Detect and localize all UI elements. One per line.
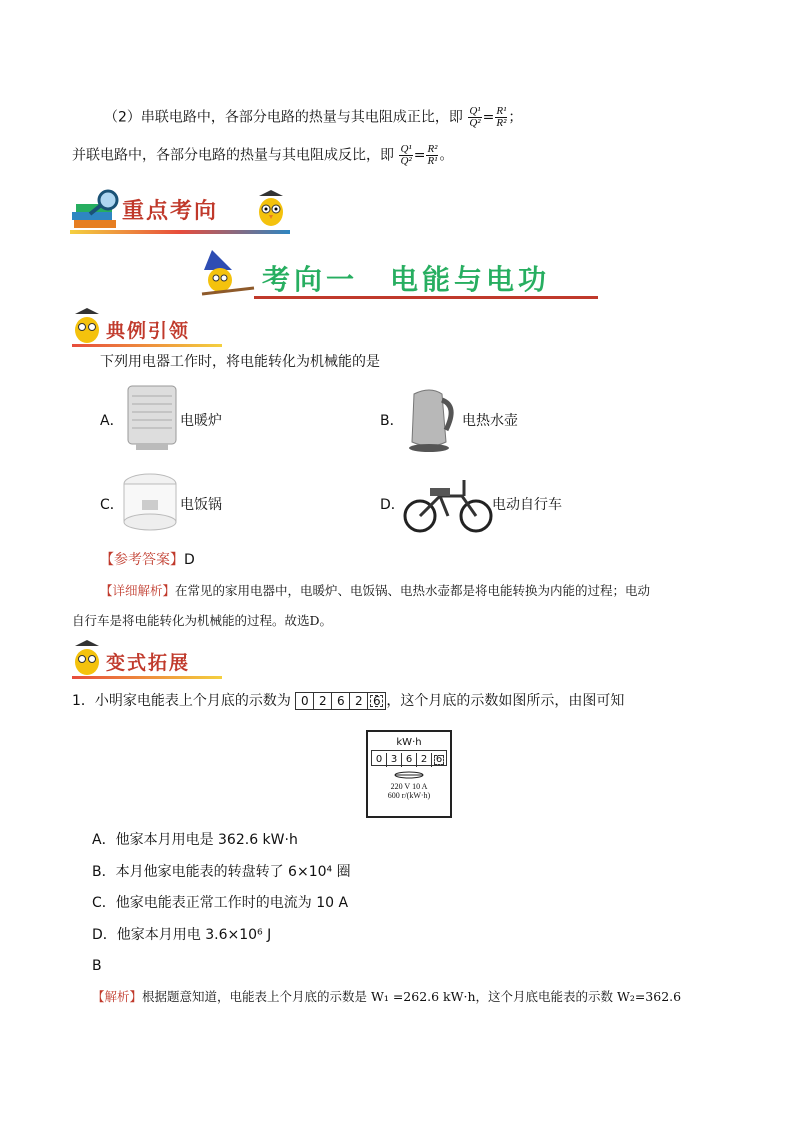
meter-unit: kW·h [396, 737, 422, 748]
fraction-q: $\frac{\text{Q¹}}{\text{Q²}}$ [400, 143, 412, 167]
key-points-banner [70, 186, 290, 238]
meter-digits: 0 3 6 2 6 [371, 750, 447, 766]
option-d-letter: D． [380, 497, 405, 513]
option-c-text: 电饭锅 [180, 497, 222, 513]
variant-analysis: 【解析】根据题意知道，电能表上个月底的示数是 W₁ =262.6 kW·h，这个月底电能表的示数 W₂=362.6 [92, 989, 682, 1004]
start-reading-box: 0 2 6 2 6 [295, 692, 386, 710]
parallel-formula-line: 并联电路中，各部分电路的热量与其电阻成反比，即 $\frac{\text{Q¹}}{\text{Q²}}$ = $\frac{\text{R²}}{\text{R¹}}$ 。 [72, 143, 454, 167]
energy-meter-figure [366, 730, 452, 818]
option-b-letter: B． [380, 413, 404, 429]
variant-option-c: C．他家电能表正常工作时的电流为 10 A [92, 895, 349, 911]
section-title: 考向一 电能与电功 [262, 263, 551, 296]
banner-underline [70, 230, 290, 234]
option-d-text: 电动自行车 [492, 497, 562, 513]
section-title-banner [198, 254, 598, 302]
fraction-q: $\frac{\text{Q¹}}{\text{Q²}}$ [469, 105, 481, 129]
rice-cooker-image [120, 470, 180, 534]
key-points-title: 重点考向 [122, 198, 219, 224]
variant-option-a: A．他家本月用电是 362.6 kW·h [92, 832, 298, 848]
example-stem: 下列用电器工作时，将电能转化为机械能的是 [100, 354, 380, 370]
section-underline [254, 296, 598, 299]
option-b-text: 电热水壶 [462, 413, 518, 429]
heading-underline [72, 676, 222, 679]
electric-heater-image [124, 382, 180, 454]
electric-kettle-image [402, 384, 458, 456]
series-formula-text: （2）串联电路中，各部分电路的热量与其电阻成正比，即 [104, 109, 463, 126]
example-heading [72, 308, 232, 348]
reference-answer: 【参考答案】D [100, 552, 195, 568]
parallel-formula-text: 并联电路中，各部分电路的热量与其电阻成反比，即 [72, 147, 394, 164]
wizard-mascot-icon [198, 248, 258, 298]
option-c-letter: C． [100, 497, 124, 513]
detailed-explanation-line1: 【详细解析】在常见的家用电器中，电暖炉、电饭锅、电热水壶都是将电能转换为内能的过程；电动 [100, 583, 651, 598]
meter-revolutions: 600 r/(kW·h) [387, 791, 431, 800]
series-formula-line: （2）串联电路中，各部分电路的热量与其电阻成正比，即 $\frac{\text{Q¹}}{\text{Q²}}$ = $\frac{\text{R¹}}{\text{R²}}$ ； [104, 105, 523, 129]
option-a-letter: A． [100, 413, 124, 429]
option-a-text: 电暖炉 [180, 413, 222, 429]
meter-disc-icon [368, 768, 450, 782]
detailed-explanation-line2: 自行车是将电能转化为机械能的过程。故选D。 [72, 613, 333, 628]
variant-answer: B [92, 958, 102, 974]
variant-heading-text: 变式拓展 [106, 652, 191, 674]
books-magnifier-icon [70, 188, 130, 232]
example-heading-text: 典例引领 [106, 320, 191, 342]
owl-mascot-icon [256, 190, 286, 230]
fraction-r: $\frac{\text{R²}}{\text{R¹}}$ [427, 143, 438, 167]
variant-stem: 1．小明家电能表上个月底的示数为 0 2 6 2 6 ，这个月底的示数如图所示，由图可知 [72, 693, 625, 709]
owl-mascot-icon [72, 308, 102, 344]
heading-underline [72, 344, 222, 347]
variant-option-b: B．本月他家电能表的转盘转了 6×10⁴ 圈 [92, 864, 351, 880]
variant-option-d: D．他家本月用电 3.6×10⁶ J [92, 927, 272, 943]
electric-bicycle-image [402, 472, 494, 536]
owl-mascot-icon [72, 640, 102, 676]
fraction-r: $\frac{\text{R¹}}{\text{R²}}$ [496, 105, 507, 129]
variant-heading [72, 640, 232, 680]
meter-rating: 220 V 10 A [390, 782, 428, 791]
